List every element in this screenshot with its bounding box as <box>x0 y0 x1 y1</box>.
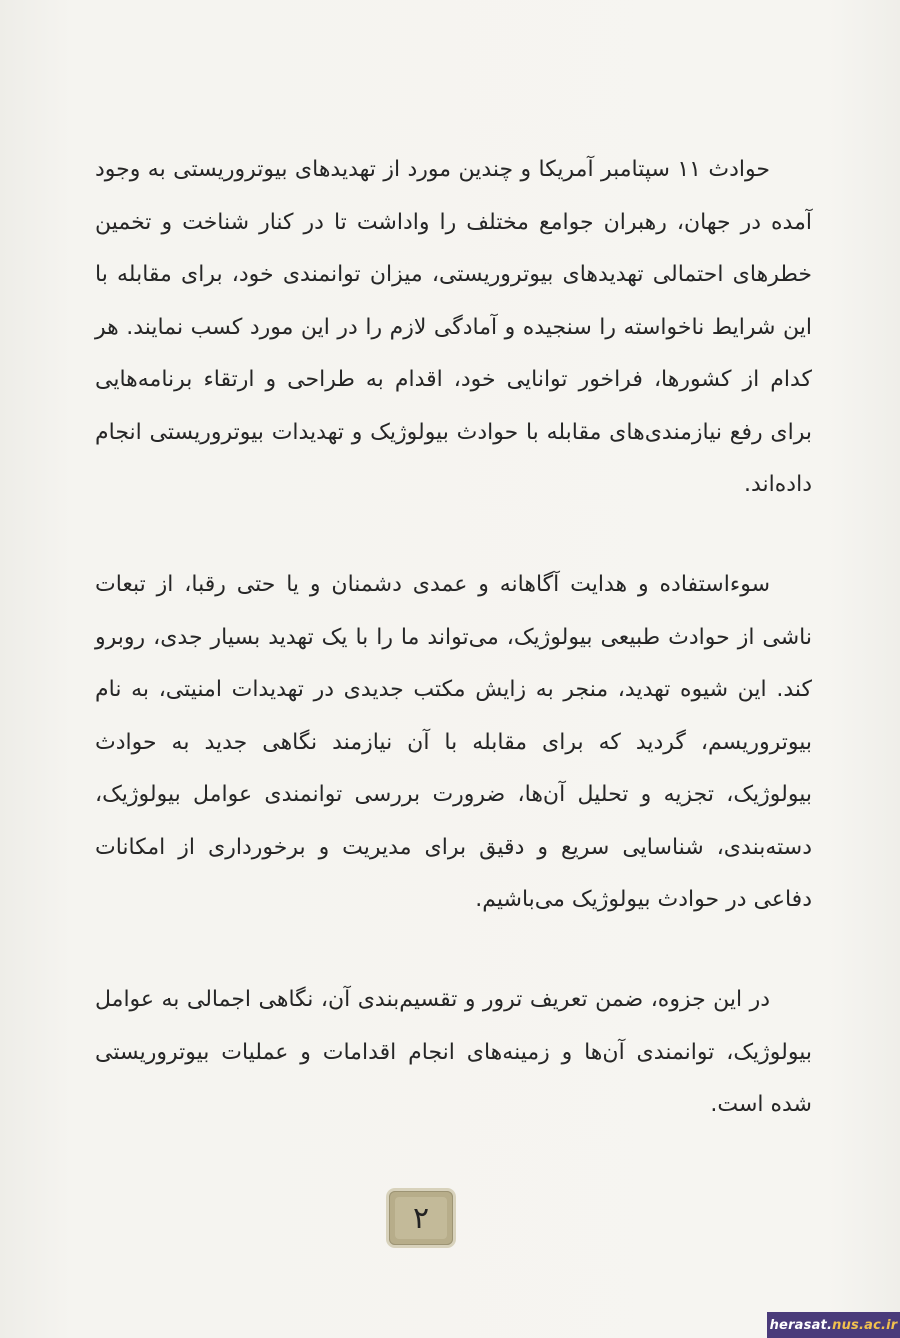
paragraph-2 <box>95 559 812 927</box>
paragraph-1-text: حوادث ۱۱ سپتامبر آمریکا و چندین مورد از تهدیدهای بیوتروریستی به وجود آمده در جهان، رهبران جوامع مختلف را واداشت تا در کنار شناخت و تخمین خطرهای احتمالی تهدیدهای بیوتروریستی، میزان توانمندی خود، برای مقابله با این شرایط ناخواسته را سنجیده و آمادگی لازم را در این مورد کسب نمایند. هر کدام از کشورها، فراخور توانایی خود، اقدام به طراحی و ارتقاء برنامه‌هایی برای رفع نیازمندی‌های مقابله با حوادث بیولوژیک و تهدیدات بیوتروریستی انجام داده‌اند. <box>95 157 812 497</box>
paragraph-2-text: سوءاستفاده و هدایت آگاهانه و عمدی دشمنان و یا حتی رقبا، از تبعات ناشی از حوادث طبیعی بیولوژیک، می‌تواند ما را با یک تهدید بسیار جدی، روبرو کند. این شیوه تهدید، منجر به زایش مکتب جدیدی در تهدیدات امنیتی، به نام بیوتروریسم، گردید که برای مقابله با آن نیازمند نگاهی جدید به حوادث بیولوژیک، تجزیه و تحلیل آن‌ها، ضرورت بررسی توانمندی عوامل بیولوژیک، دسته‌بندی، شناسایی سریع و دقیق برای مدیریت و برخورداری از امکانات دفاعی در حوادث بیولوژیک می‌باشیم. <box>95 572 812 912</box>
site-watermark <box>767 1312 900 1338</box>
watermark-domain: nus.ac.ir <box>832 1317 898 1333</box>
paragraph-3 <box>95 974 812 1132</box>
page-number: ۲ <box>395 1197 447 1239</box>
watermark-prefix: herasat. <box>769 1317 833 1333</box>
paragraph-3-text: در این جزوه، ضمن تعریف ترور و تقسیم‌بندی آن، نگاهی اجمالی به عوامل بیولوژیک، توانمندی آن‌ها و زمینه‌های انجام اقدامات و عملیات بیوتروریستی شده است. <box>95 987 812 1117</box>
page-number-badge <box>389 1191 453 1245</box>
paragraph-1 <box>95 144 812 512</box>
